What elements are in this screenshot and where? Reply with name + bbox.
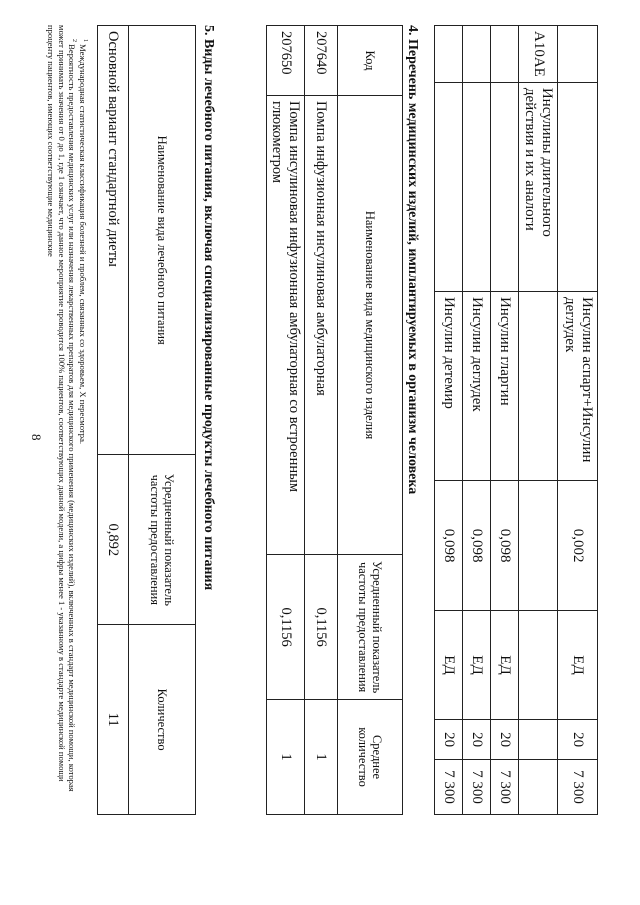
table-header-row: [129, 26, 196, 815]
unit: ЕД: [463, 610, 491, 719]
table-row: [266, 26, 304, 815]
table-row: [305, 26, 338, 815]
frequency: 0,098: [491, 481, 519, 610]
device-name: Помпа инфузионная инсулиновая амбулаторная: [305, 95, 338, 554]
table-row: [491, 26, 519, 815]
device-code: 207640: [305, 26, 338, 96]
unit: [519, 610, 559, 719]
atc-code: [435, 26, 463, 83]
footnotes: [45, 25, 88, 815]
single-dose: 20: [435, 720, 463, 760]
header-code: Код: [338, 26, 403, 96]
footnote-2: $^2$ Вероятность предоставления медицинских услуг или назначения лекарственных препаратов для медицинского применения (медицинских изделий), включенных в стандарт медицинской помощи, которая может принимать значения от 0 до 1, где 1 означает, что данное мероприятие проводится 100% пациентов, соответствующих данной модели, а цифры менее 1 - указанному в стандарте медицинской помощи проценту пациентов, имеющих соответствующие медицинские: [45, 25, 78, 792]
single-dose: 20: [558, 720, 598, 760]
medical-devices-table: [266, 25, 403, 815]
device-code: 207650: [266, 26, 304, 96]
header-quantity: Среднее количество: [338, 700, 403, 815]
drug-group: [435, 82, 463, 291]
frequency: 0,098: [435, 481, 463, 610]
frequency: 0,098: [463, 481, 491, 610]
course-dose: 7 300: [558, 760, 598, 815]
atc-code: A10AE: [519, 26, 559, 83]
course-dose: [519, 760, 559, 815]
header-diet-name: Наименование вида лечебного питания: [129, 26, 196, 455]
footnote-2-text: Вероятность предоставления медицинских услуг или назначения лекарственных препаратов для медицинского применения (медицинских изделий), включенных в стандарт медицинской помощи, которая может принимать значения от 0 до 1, где 1 означает, что данное мероприятие проводится 100% пациентов, соответствующих данной модели, а цифры менее 1 - указанному в стандарте медицинской помощи проценту пациентов, имеющих соответствующие медицинские: [45, 25, 78, 792]
section-4-heading: 4. Перечень медицинских изделий, имплантируемых в организм человека: [405, 25, 420, 495]
drug-group: [463, 82, 491, 291]
page-number: 8: [29, 434, 44, 441]
atc-code: [558, 26, 598, 83]
frequency: 0,892: [98, 455, 129, 625]
atc-code: [463, 26, 491, 83]
header-frequency: Усредненный показатель частоты предоставления: [338, 555, 403, 700]
table-row: [463, 26, 491, 815]
frequency: 0,1156: [266, 555, 304, 700]
course-dose: 7 300: [491, 760, 519, 815]
drug-table: [434, 25, 598, 815]
table-header-row: [338, 26, 403, 815]
drug-name: Инсулин гларгин: [491, 291, 519, 480]
device-name: Помпа инсулиновая инфузионная амбулаторная со встроенным глюкометром: [266, 95, 304, 554]
diet-name: Основной вариант стандартной диеты: [98, 26, 129, 455]
drug-group: [558, 82, 598, 291]
single-dose: 20: [491, 720, 519, 760]
single-dose: 20: [463, 720, 491, 760]
unit: ЕД: [558, 610, 598, 719]
drug-name: Инсулин аспарт+Инсулин деглудек: [558, 291, 598, 480]
frequency: 0,002: [558, 481, 598, 610]
unit: ЕД: [435, 610, 463, 719]
header-quantity: Количество: [129, 625, 196, 815]
table-row: [558, 26, 598, 815]
frequency: [519, 481, 559, 610]
table-row: [435, 26, 463, 815]
footnote-1-text: Международная статистическая классификация болезней и проблем, связанных со здоровьем, X пересмотра.: [78, 44, 88, 445]
table-row: [519, 26, 559, 815]
quantity: 11: [98, 625, 129, 815]
table-row: [98, 26, 129, 815]
drug-name: Инсулин детемир: [435, 291, 463, 480]
single-dose: [519, 720, 559, 760]
frequency: 0,1156: [305, 555, 338, 700]
drug-group: [491, 82, 519, 291]
course-dose: 7 300: [435, 760, 463, 815]
header-frequency: Усредненный показатель частоты предоставления: [129, 455, 196, 625]
footnote-1: $^1$ Международная статистическая классификация болезней и проблем, связанных со здоровьем, X пересмотра.: [78, 39, 88, 445]
section-5-heading: 5. Виды лечебного питания, включая специализированные продукты лечебного питания: [201, 25, 216, 591]
drug-group: Инсулины длительного действия и их аналоги: [519, 82, 559, 291]
drug-name: [519, 291, 559, 480]
quantity: 1: [305, 700, 338, 815]
course-dose: 7 300: [463, 760, 491, 815]
quantity: 1: [266, 700, 304, 815]
rotated-page-content: [18, 25, 598, 815]
drug-name: Инсулин деглудек: [463, 291, 491, 480]
unit: ЕД: [491, 610, 519, 719]
header-device-name: Наименование вида медицинского изделия: [338, 95, 403, 554]
atc-code: [491, 26, 519, 83]
therapeutic-nutrition-table: [97, 25, 196, 815]
